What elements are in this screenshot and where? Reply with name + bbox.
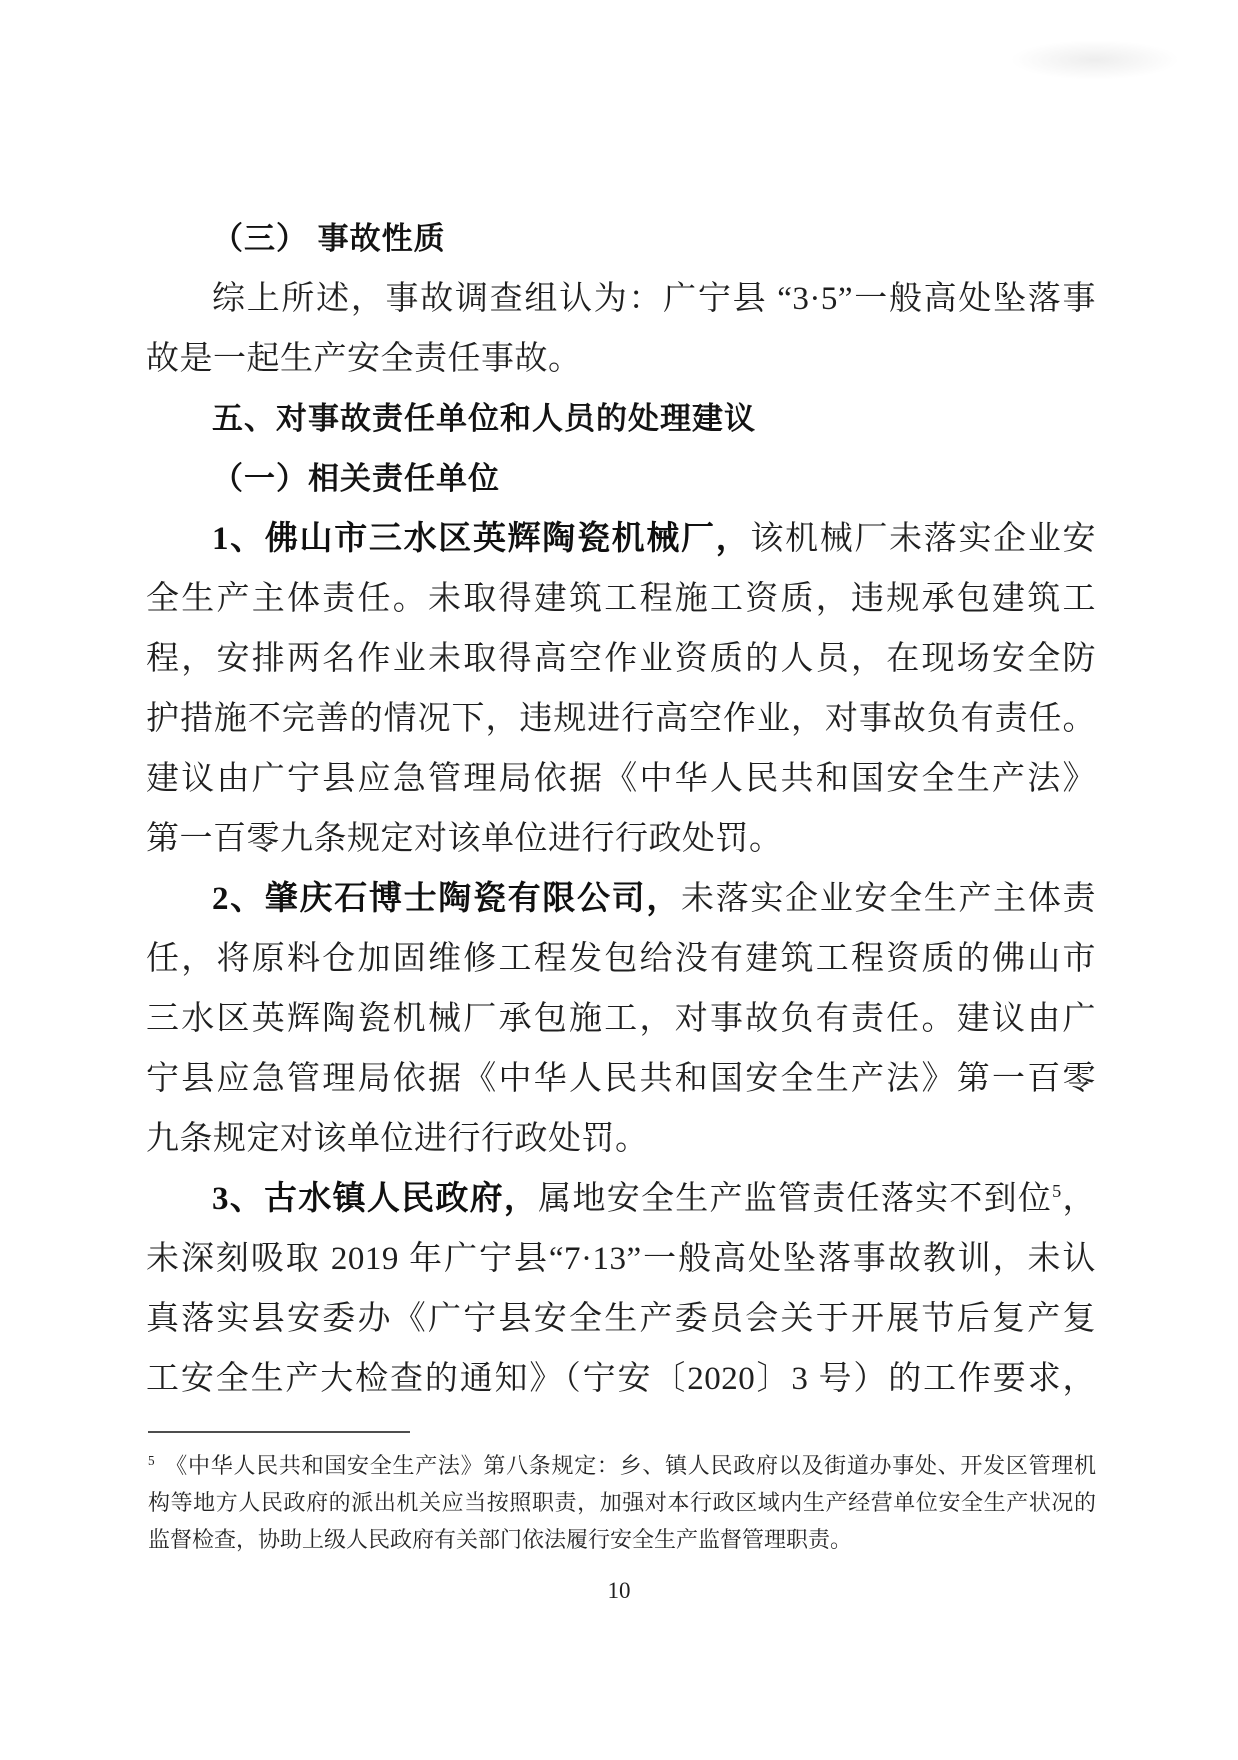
item1-line-6: 第一百零九条规定对该单位进行行政处罚。 xyxy=(146,821,783,857)
item1-line-3: 程，安排两名作业未取得高空作业资质的人员，在现场安全防 xyxy=(146,641,1096,677)
document-body xyxy=(146,209,1096,1409)
item3-line-1-rest: 属地安全生产监管责任落实不到位 xyxy=(538,1181,1053,1217)
summary-line-1: 综上所述，事故调查组认为：广宁县 “3·5”一般高处坠落事 xyxy=(212,281,1096,317)
item3-line-1 xyxy=(146,1169,1096,1229)
item2-line-1-rest: 未落实企业安全生产主体责 xyxy=(681,881,1097,917)
item2-line-2: 任，将原料仓加固维修工程发包给没有建筑工程资质的佛山市 xyxy=(146,941,1096,977)
footnote-line-1-text: 《中华人民共和国安全生产法》第八条规定：乡、镇人民政府以及街道办事处、开发区管理机 xyxy=(164,1453,1096,1478)
item1-company-name: 1、佛山市三水区英辉陶瓷机械厂， xyxy=(212,521,751,557)
item2-line-4: 宁县应急管理局依据《中华人民共和国安全生产法》第一百零 xyxy=(146,1061,1096,1097)
item1-line-2: 全生产主体责任。未取得建筑工程施工资质，违规承包建筑工 xyxy=(146,581,1096,617)
scan-artifact xyxy=(1010,40,1180,80)
item2-line-3: 三水区英辉陶瓷机械厂承包施工，对事故负有责任。建议由广 xyxy=(146,1001,1096,1037)
footnote-5-marker: 5 xyxy=(148,1452,155,1468)
footnote-line-3: 监督检查，协助上级人民政府有关部门依法履行安全生产监督管理职责。 xyxy=(148,1527,853,1552)
footnote-line-1 xyxy=(148,1447,1096,1484)
footnote-separator xyxy=(148,1431,410,1433)
item1-line-4: 护措施不完善的情况下，违规进行高空作业，对事故负有责任。 xyxy=(146,701,1096,737)
summary-line-2: 故是一起生产安全责任事故。 xyxy=(146,341,582,377)
item1-line-5: 建议由广宁县应急管理局依据《中华人民共和国安全生产法》 xyxy=(146,761,1096,797)
item1-line-1 xyxy=(146,509,1096,569)
footnote-5-reference: 5 xyxy=(1052,1181,1062,1201)
item2-line-5: 九条规定对该单位进行行政处罚。 xyxy=(146,1121,649,1157)
item3-line-1-tail: ， xyxy=(1061,1181,1097,1217)
item2-company-name: 2、肇庆石博士陶瓷有限公司， xyxy=(212,881,682,917)
footnote-block xyxy=(148,1447,1096,1558)
heading-accident-nature: （三） 事故性质 xyxy=(212,221,446,256)
item3-government-name: 3、古水镇人民政府， xyxy=(212,1181,539,1217)
page-number: 10 xyxy=(607,1578,631,1603)
heading-subsection-one: （一）相关责任单位 xyxy=(212,461,500,496)
heading-section-five: 五、对事故责任单位和人员的处理建议 xyxy=(212,401,756,436)
item3-line-4: 工安全生产大检查的通知》（宁安〔2020〕3 号）的工作要求， xyxy=(146,1361,1097,1397)
item1-line-1-rest: 该机械厂未落实企业安 xyxy=(750,521,1097,557)
item3-line-3: 真落实县安委办《广宁县安全生产委员会关于开展节后复产复 xyxy=(146,1301,1096,1337)
footnote-line-2: 构等地方人民政府的派出机关应当按照职责，加强对本行政区域内生产经营单位安全生产状况的 xyxy=(148,1490,1096,1515)
item3-line-2: 未深刻吸取 2019 年广宁县“7·13”一般高处坠落事故教训，未认 xyxy=(146,1241,1096,1277)
item2-line-1 xyxy=(146,869,1096,929)
